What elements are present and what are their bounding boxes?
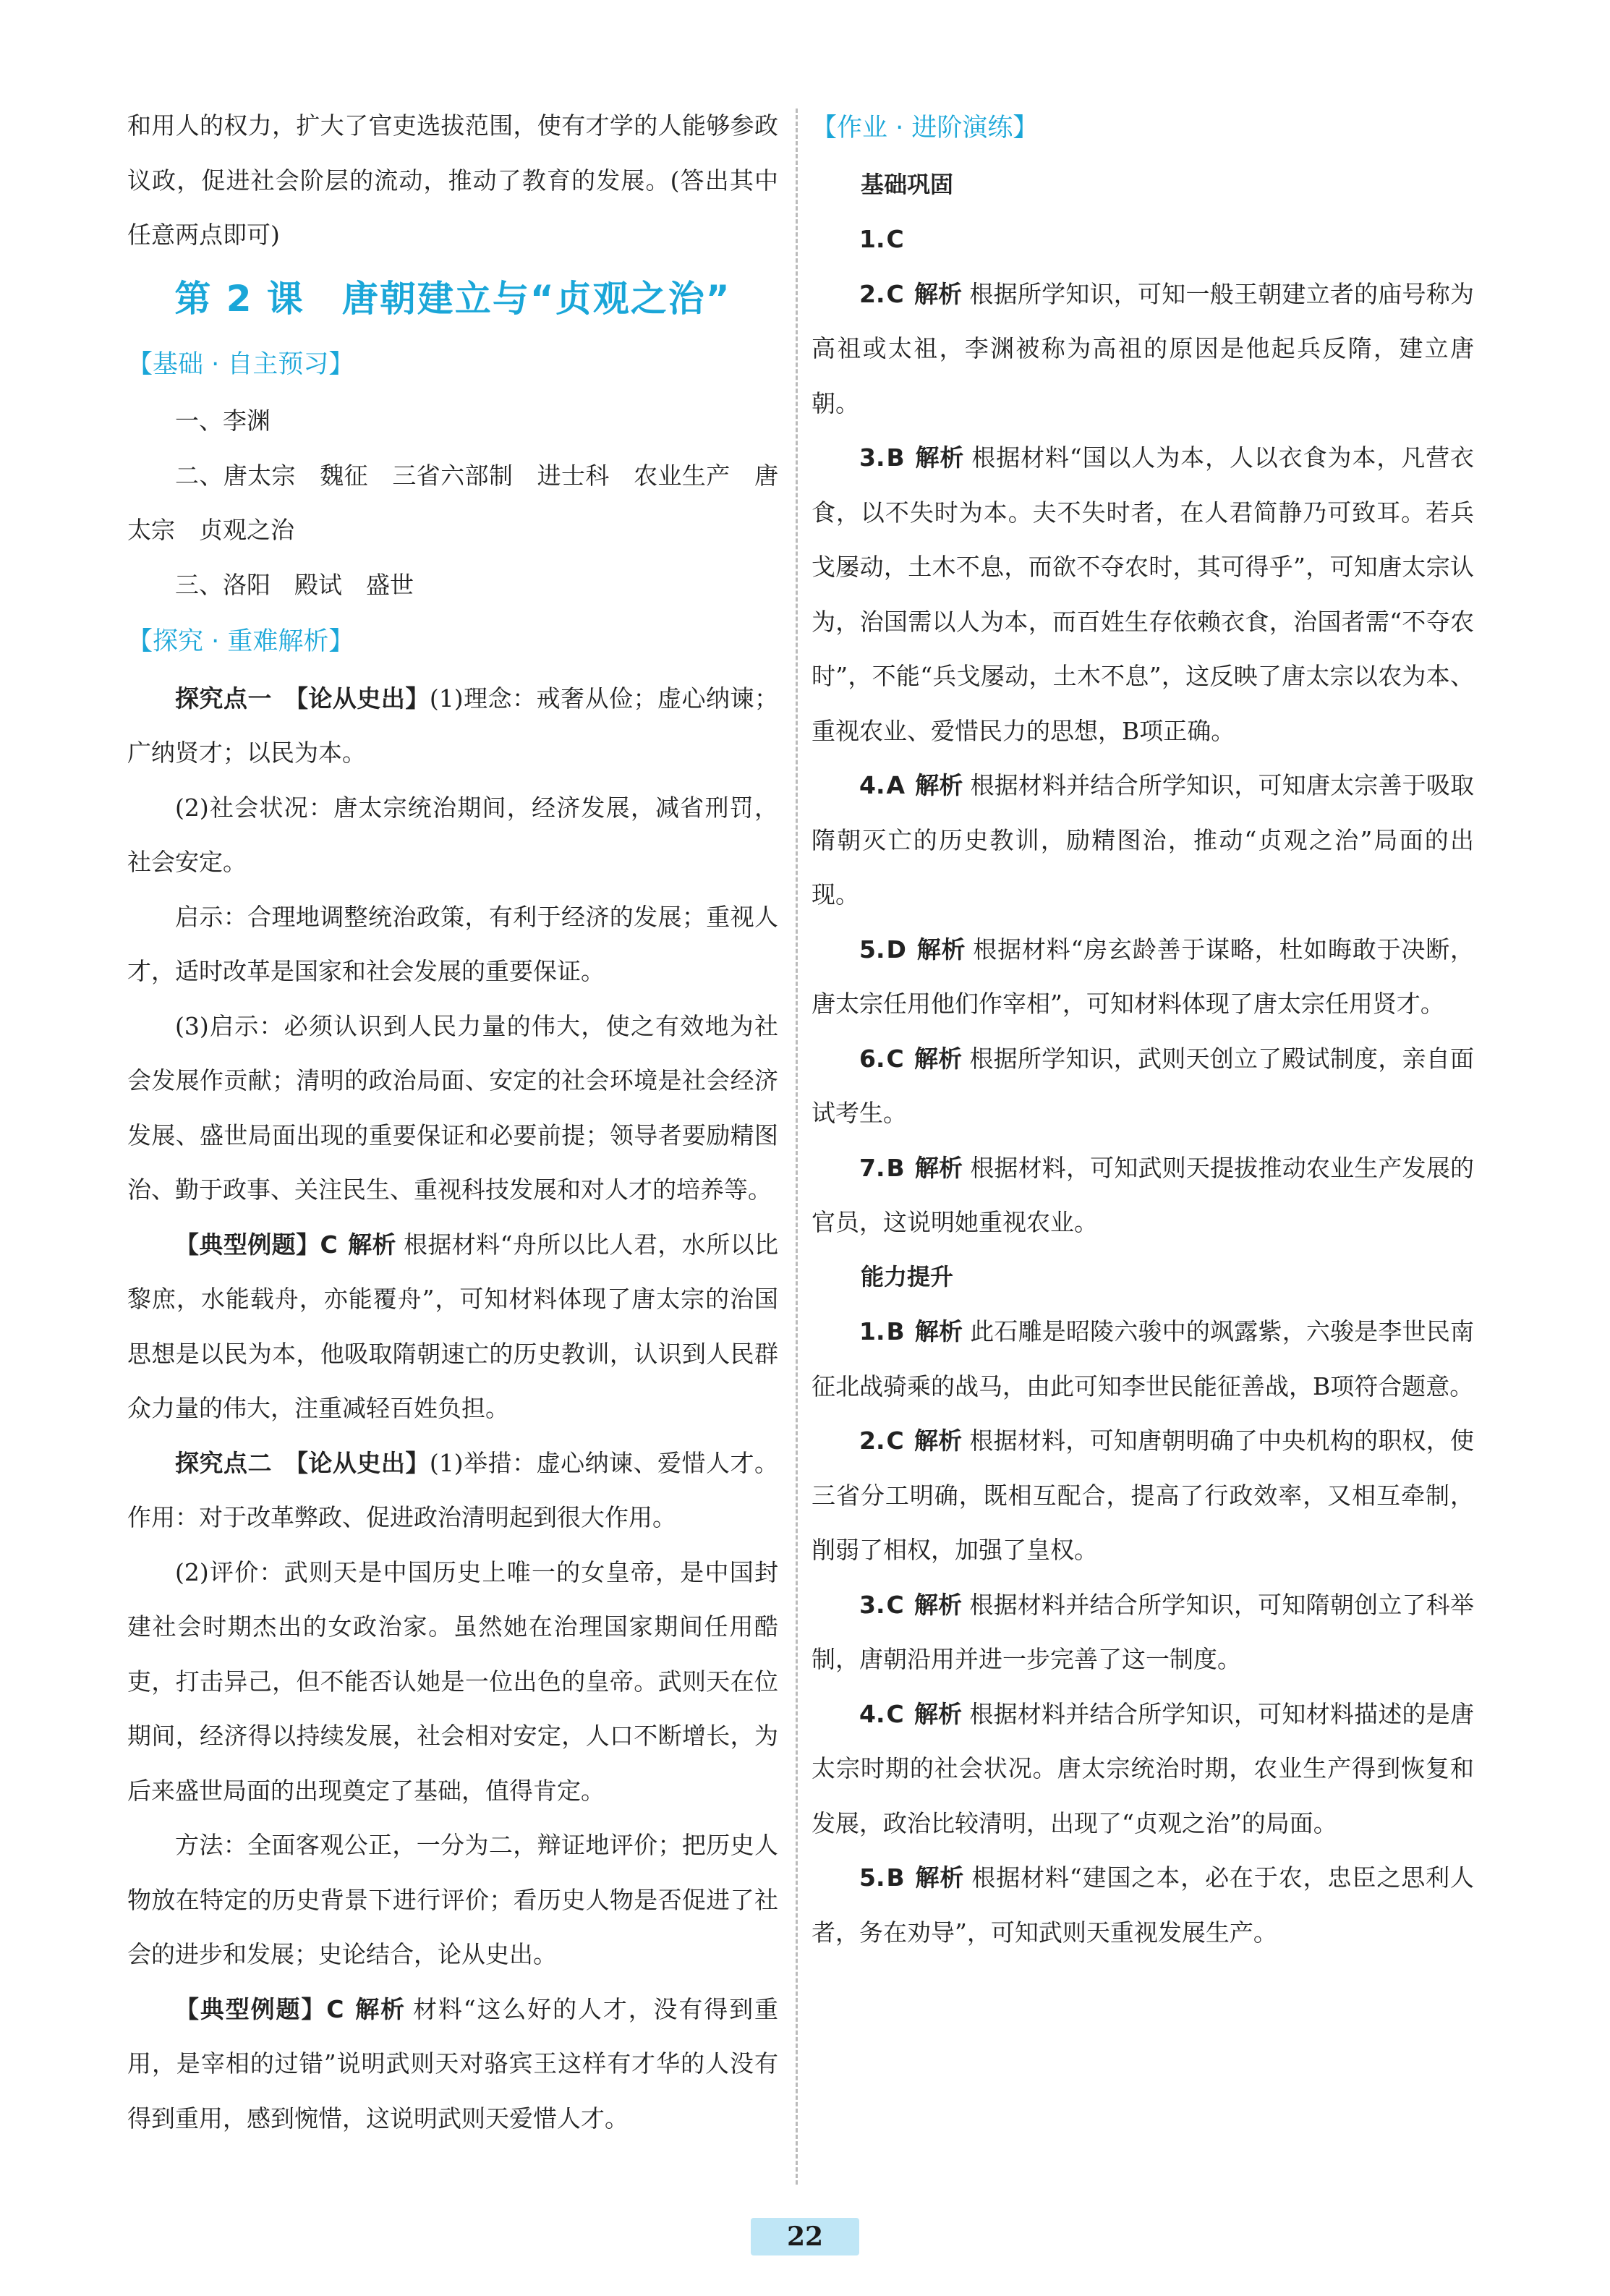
analysis-tag: 解析 [914,1153,963,1182]
answer-item [812,1687,1474,1851]
question-number: 3. [859,1590,885,1619]
advanced-question-list [812,1304,1474,1960]
answer-letter: C [886,1590,904,1619]
answer-item [812,1413,1474,1578]
point2-text: (1)举措：虚心纳谏、爱惜人才。作用：对于改革弊政、促进政治清明起到很大作用。 [127,1448,778,1531]
analysis-tag: 解析 [913,279,963,308]
analysis-tag: 解析 [913,1044,963,1073]
question-number: 4. [859,771,885,799]
answer-letter: C [886,1044,904,1073]
analysis-text: 根据材料并结合所学知识，可知隋朝创立了科举制，唐朝沿用并进一步完善了这一制度。 [812,1590,1475,1673]
right-column [812,98,1474,1960]
analysis-text: 根据材料，可知唐朝明确了中央机构的职权，使三省分工明确，既相互配合，提高了行政效率，又相互牵制，削弱了相权，加强了皇权。 [812,1427,1475,1564]
analysis-text: 根据材料“建国之本，必在于农，忠臣之思利人者，务在劝导”，可知武则天重视发展生产。 [812,1863,1474,1947]
analysis-text: 根据材料并结合所学知识，可知材料描述的是唐太宗时期的社会状况。唐太宗统治时期，农业生产得到恢复和发展，政治比较清明，出现了“贞观之治”的局面。 [812,1699,1475,1837]
analysis-text: 根据所学知识，可知一般王朝建立者的庙号称为高祖或太祖，李渊被称为高祖的原因是他起兵反隋，建立唐朝。 [812,279,1475,417]
preview-item-2: 二、唐太宗 魏征 三省六部制 进士科 农业生产 唐太宗 贞观之治 [127,461,778,544]
answer-letter: C [886,225,904,253]
point1-q3-paragraph: (3)启示：必须认识到人民力量的伟大，使之有效地为社会发展作贡献；清明的政治局面、安定的社会环境是社会经济发展、盛世局面出现的重要保证和必要前提；领导者要励精图治、勤于政事、关注民生、重视科技发展和对人才的培养等。 [127,1011,778,1204]
answer-letter: C [886,1427,904,1455]
analysis-text: 根据材料“国以人为本，人以衣食为本，凡营衣食，以不失时为本。夫不失时者，在人君简静乃可致耳。若兵戈屡动，土木不息，而欲不夺农时，其可得乎”，可知唐太宗认为，治国需以人为本，而百姓生存依赖衣食，治国者需“不夺农时”，不能“兵戈屡动，土木不息”，这反映了唐太宗以农为本、重视农业、爱惜民力的思想，B项正确。 [812,443,1474,745]
example1-paragraph [127,1217,778,1436]
analysis-tag: 解析 [913,1427,963,1455]
method-paragraph: 方法：全面客观公正，一分为二，辩证地评价；把历史人物放在特定的历史背景下进行评价；看历史人物是否促进了社会的进步和发展；史论结合，论从史出。 [127,1831,778,1968]
answer-item [812,1032,1474,1141]
analysis-text: 根据所学知识，武则天创立了殿试制度，亲自面试考生。 [812,1044,1475,1127]
answer-item [812,758,1474,922]
left-column [127,98,778,2146]
analysis-tag: 解析 [913,1699,963,1728]
point1-label: 探究点一 【论从史出】 [175,684,430,713]
question-number: 1. [859,225,885,253]
basic-question-list [812,212,1474,1250]
evaluation-paragraph: (2)评价：武则天是中国历史上唯一的女皇帝，是中国封建社会时期杰出的女政治家。虽然她在治理国家期间任用酷吏，打击异己，但不能否认她是一位出色的皇帝。武则天在位期间，经济得以持续发展，社会相对安定，人口不断增长，为后来盛世局面的出现奠定了基础，值得肯定。 [127,1557,778,1805]
intro-paragraph: 和用人的权力，扩大了官吏选拔范围，使有才学的人能够参政议政，促进社会阶层的流动，推动了教育的发展。(答出其中任意两点即可) [127,111,778,249]
answer-item [812,430,1474,758]
analysis-text: 根据材料，可知武则天提拔推动农业生产发展的官员，这说明她重视农业。 [812,1153,1475,1236]
answer-letter: B [886,1153,905,1182]
example2-tag: 解析 [354,1994,406,2023]
question-number: 7. [859,1153,885,1182]
enlightenment-paragraph: 启示：合理地调整统治政策，有利于经济的发展；重视人才，适时改革是国家和社会发展的重要保证。 [127,902,778,985]
lesson-title: 第 2 课 唐朝建立与“贞观之治” [174,277,731,320]
analysis-tag: 解析 [913,1590,963,1619]
question-number: 1. [859,1317,885,1345]
preview-item-3: 三、洛阳 殿试 盛世 [175,570,414,599]
answer-letter: B [886,1317,905,1345]
advanced-heading: 能力提升 [861,1262,954,1291]
example2-text: 材料“这么好的人才，没有得到重用，是宰相的过错”说明武则天对骆宾王这样有才华的人没有得到重用，感到惋惜，这说明武则天爱惜人才。 [127,1994,779,2133]
question-number: 5. [859,1863,885,1892]
example2-answer: C [326,1994,344,2023]
analysis-tag: 解析 [916,935,966,964]
question-number: 2. [859,1427,885,1455]
column-divider [796,109,798,2185]
answer-item [812,267,1474,431]
analysis-text: 根据材料并结合所学知识，可知唐太宗善于吸取隋朝灭亡的历史教训，励精图治，推动“贞观之治”局面的出现。 [812,771,1474,909]
section-heading-homework: 【作业 · 进阶演练】 [812,114,1039,143]
answer-item [812,1304,1474,1413]
analysis-tag: 解析 [915,771,963,799]
analysis-tag: 解析 [914,1317,963,1345]
point1-text: (1)理念：戒奢从俭；虚心纳谏；广纳贤才；以民为本。 [127,684,778,767]
analysis-text: 此石雕是昭陵六骏中的飒露紫，六骏是李世民南征北战骑乘的战马，由此可知李世民能征善战，B项符合题意。 [812,1317,1475,1400]
answer-item [812,212,1474,267]
question-number: 4. [859,1699,885,1728]
example2-paragraph [127,1982,778,2146]
basic-heading: 基础巩固 [861,170,954,198]
answer-letter: C [886,279,904,308]
question-number: 6. [859,1044,885,1073]
answer-item [812,1141,1474,1250]
answer-item [812,1578,1474,1687]
question-number: 5. [859,935,885,964]
preview-item-1: 一、李渊 [175,407,271,435]
example1-tag: 解析 [347,1230,396,1259]
answer-letter: D [886,935,906,964]
answer-item [812,922,1474,1032]
question-number: 3. [859,443,885,472]
point1-paragraph [127,671,778,781]
social-status-paragraph: (2)社会状况：唐太宗统治期间，经济发展，减省刑罚，社会安定。 [127,793,778,876]
answer-letter: A [886,771,906,799]
section-heading-analysis: 【探究 · 重难解析】 [127,627,354,656]
answer-letter: B [886,1863,905,1892]
answer-letter: B [886,443,905,472]
answer-letter: C [886,1699,904,1728]
page-number: 22 [751,2218,859,2255]
section-heading-preview: 【基础 · 自主预习】 [127,349,354,379]
example1-answer: C [320,1230,338,1259]
example1-label: 【典型例题】 [175,1230,320,1259]
analysis-text: 根据材料“房玄龄善于谋略，杜如晦敢于决断，唐太宗任用他们作宰相”，可知材料体现了唐太宗任用贤才。 [812,935,1475,1018]
analysis-tag: 解析 [914,1863,965,1892]
answer-item [812,1850,1474,1960]
question-number: 2. [859,279,885,308]
analysis-tag: 解析 [914,443,965,472]
example1-text: 根据材料“舟所以比人君，水所以比黎庶，水能载舟，亦能覆舟”，可知材料体现了唐太宗的治国思想是以民为本，他吸取隋朝速亡的历史教训，认识到人民群众力量的伟大，注重减轻百姓负担。 [127,1230,779,1422]
point2-label: 探究点二 【论从史出】 [175,1448,430,1477]
example2-label: 【典型例题】 [175,1994,327,2023]
point2-paragraph [127,1436,778,1545]
